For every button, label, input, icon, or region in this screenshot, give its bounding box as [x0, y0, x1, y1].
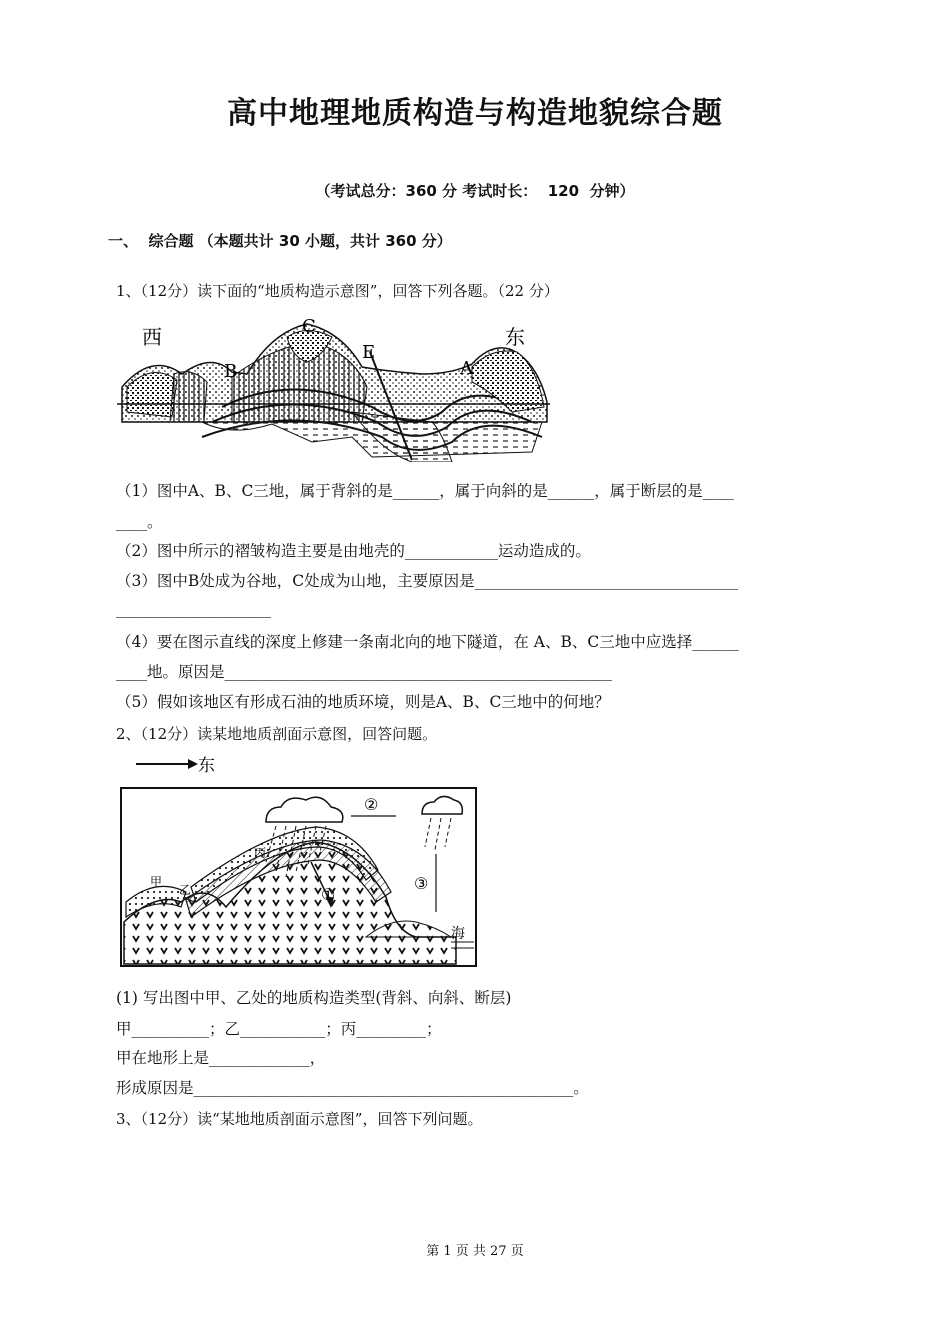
jia-label: 甲 [150, 875, 163, 889]
sea-label: 海 [451, 926, 465, 942]
q2-line-4: 形成原因是_________________________________________________。 [116, 1079, 589, 1097]
q2-line-1: (1) 写出图中甲、乙处的地质构造类型(背斜、向斜、断层) [116, 989, 512, 1007]
exam-info: （考试总分：360 分 考试时长： 120 分钟） [315, 182, 635, 200]
point-c-label: C [302, 316, 316, 337]
yi-label: 乙 [179, 883, 192, 897]
q1-line-3: （2）图中所示的褶皱构造主要是由地壳的____________运动造成的。 [116, 542, 591, 560]
point-a-label: A [460, 358, 473, 379]
page-title: 高中地理地质构造与构造地貌综合题 [227, 96, 723, 131]
question-1-stem: 1、（12分）读下面的“地质构造示意图”，回答下列各题。（22 分） [116, 282, 559, 300]
geologic-structure-figure [112, 312, 552, 462]
cloud-icon [266, 797, 343, 822]
geologic-profile-figure [116, 752, 481, 972]
west-label: 西 [142, 325, 162, 349]
marker-3: ③ [414, 874, 429, 893]
marker-1: ① [321, 885, 336, 904]
cloud-icon [422, 796, 462, 814]
q2-line-2: 甲__________；乙___________；丙_________； [116, 1020, 442, 1038]
q1-line-8: （5）假如该地区有形成石油的地质环境，则是A、B、C三地中的何地？ [116, 693, 610, 711]
question-3-stem: 3、（12分）读“某地地质剖面示意图”，回答下列问题。 [116, 1110, 483, 1128]
q1-line-2: ____。 [116, 513, 163, 531]
marker-2: ② [364, 795, 379, 814]
point-b-label: B [224, 361, 238, 382]
q1-line-5: ____________________ [116, 600, 271, 618]
question-2-stem: 2、（12分）读某地地质剖面示意图，回答问题。 [116, 725, 438, 743]
q2-line-3: 甲在地形上是_____________， [116, 1049, 326, 1067]
bing-label: 丙 [254, 846, 267, 860]
q1-line-6: （4）要在图示直线的深度上修建一条南北向的地下隧道，在 A、B、C三地中应选择______ [116, 633, 739, 651]
east-label: 东 [505, 325, 525, 349]
point-e-label: E [362, 342, 376, 363]
q1-line-4: （3）图中B处成为谷地，C处成为山地，主要原因是__________________________________ [116, 572, 739, 590]
page-footer: 第 1 页 共 27 页 [426, 1244, 524, 1259]
section-heading: 一、 综合题 （本题共计 30 小题，共计 360 分） [108, 232, 452, 250]
q1-line-1: （1）图中A、B、C三地，属于背斜的是______，属于向斜的是______，属于断层的是____ [116, 482, 734, 500]
q1-line-7: ____地。原因是__________________________________________________ [116, 663, 613, 681]
direction-label: 东 [198, 756, 215, 776]
